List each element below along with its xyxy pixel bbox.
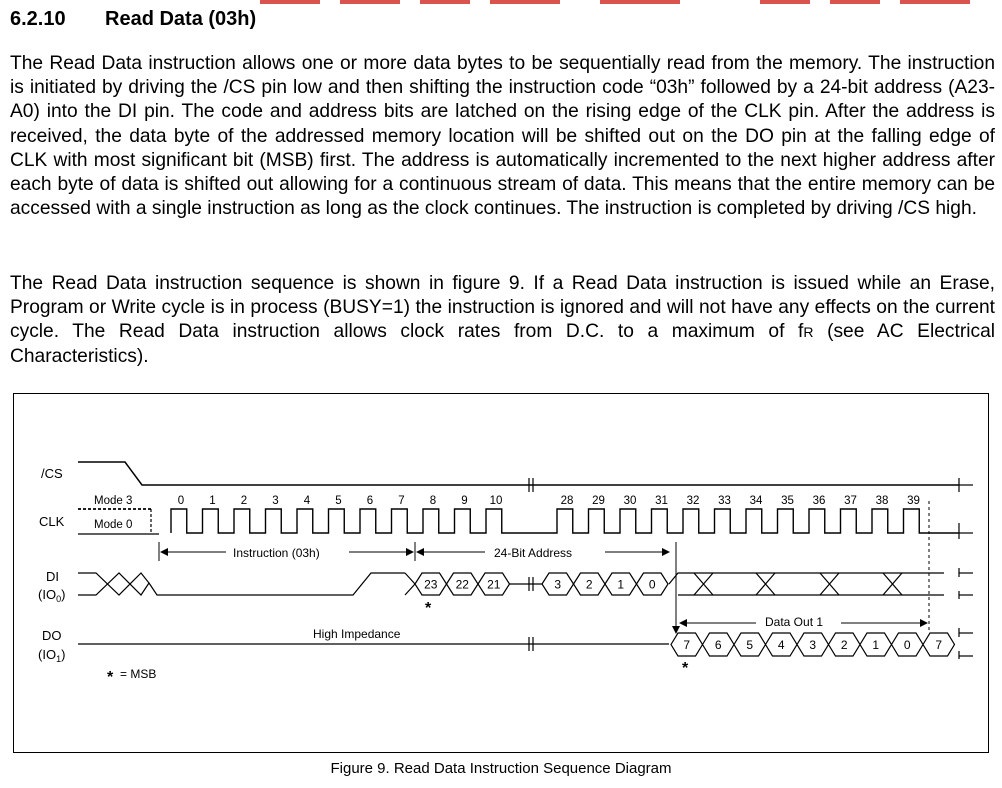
- msb-mark-di: *: [425, 600, 432, 617]
- address-bit-label: 23: [424, 577, 438, 592]
- paragraph-description: The Read Data instruction allows one or more data bytes to be sequentially read from the memory. The instruction is initiated by driving the /CS pin low and then shifting the instruction code “03h” followed by a 24-bit address (A23-A0) into the DI pin. The code and address bits are latched on the rising edge of the CLK pin. After the address is received, the data byte of the addressed memory location will be shifted out on the DO pin at the falling edge of CLK with most significant bit (MSB) first. The address is automatically incremented to the next higher address after each byte of data is shifted out allowing for a continuous stream of data. This means that the entire memory can be accessed with a single instruction as long as the clock continues. The instruction is completed by driving /CS high.: [10, 53, 995, 220]
- data-bit-label: 7: [683, 638, 691, 652]
- clock-tick-label: 34: [749, 495, 763, 507]
- clock-tick-label: 10: [489, 495, 503, 507]
- clock-tick-labels: [178, 495, 920, 507]
- section-title: Read Data (03h): [105, 8, 257, 30]
- clk-waveform: [171, 509, 959, 533]
- di-address-bits: [415, 573, 668, 595]
- address-bit-label: 22: [455, 577, 469, 592]
- paragraph-sequence-tail: (see AC Electrical Characteristics).: [10, 321, 995, 367]
- address-bit-label: 1: [617, 577, 625, 592]
- clock-tick-label: 30: [623, 495, 637, 507]
- timing-diagram: [14, 394, 987, 751]
- clk-pulses-a: [171, 509, 531, 533]
- data-bit-label: 4: [777, 638, 785, 652]
- clock-tick-label: 7: [398, 495, 405, 507]
- di-label: DI: [46, 569, 59, 584]
- clock-tick-label: 6: [366, 495, 374, 507]
- clock-tick-label: 37: [844, 495, 857, 507]
- data-bit-label: 1: [872, 638, 880, 652]
- do-label: DO: [42, 628, 62, 643]
- data-bit-label: 7: [935, 638, 943, 652]
- address-bit-label: 2: [585, 577, 593, 592]
- clock-tick-label: 38: [875, 495, 889, 507]
- paragraph-sequence: [10, 272, 995, 369]
- clock-tick-label: 4: [303, 495, 311, 507]
- timing-diagram-frame: [13, 393, 989, 753]
- address-bit-label: 0: [648, 577, 656, 592]
- clock-tick-label: 1: [209, 495, 216, 507]
- data-out-label: Data Out 1: [765, 615, 824, 629]
- clock-tick-label: 8: [429, 495, 437, 507]
- clock-tick-label: 5: [335, 495, 342, 507]
- clock-tick-label: 28: [560, 495, 574, 507]
- clock-tick-label: 35: [781, 495, 794, 507]
- figure-caption: Figure 9. Read Data Instruction Sequence Diagram: [330, 760, 672, 777]
- clock-tick-label: 0: [177, 495, 185, 507]
- mode0-label: Mode 0: [94, 519, 133, 531]
- cs-waveform: [78, 462, 959, 485]
- di-dont-care: [669, 573, 944, 595]
- clock-tick-label: 32: [686, 495, 700, 507]
- header-decoration: [0, 0, 1002, 4]
- data-bit-label: 3: [809, 638, 817, 652]
- mode3-label: Mode 3: [94, 495, 133, 507]
- section-number: 6.2.10: [10, 8, 66, 30]
- instruction-label: Instruction (03h): [233, 546, 320, 560]
- msb-legend-star: *: [107, 669, 114, 686]
- clock-tick-label: 9: [461, 495, 468, 507]
- msb-mark-do: *: [682, 660, 689, 677]
- address-label: 24-Bit Address: [494, 546, 573, 560]
- clk-label: CLK: [39, 514, 65, 529]
- clock-tick-label: 2: [240, 495, 248, 507]
- section-heading: [10, 8, 256, 31]
- di-waveform: [78, 573, 415, 595]
- paragraph-sequence-text: The Read Data instruction sequence is shown in figure 9. If a Read Data instruction is issued while an Erase, Program or Write cycle is in process (BUSY=1) the instruction is ignored and will not have any effects on the current cycle. The Read Data instruction allows clock rates from D.C. to a maximum of f: [10, 273, 995, 343]
- data-bit-label: 6: [714, 638, 722, 652]
- data-bit-label: 0: [903, 638, 911, 652]
- clock-tick-label: 36: [812, 495, 826, 507]
- frequency-subscript: R: [803, 324, 814, 341]
- cs-label: /CS: [41, 466, 63, 481]
- do-data-bits: [671, 633, 955, 656]
- di-io-label: $(IO_0)$: [38, 587, 66, 604]
- clock-tick-label: 31: [655, 495, 668, 507]
- clock-tick-label: 3: [272, 495, 279, 507]
- do-io-label: $(IO_1)$: [38, 647, 66, 664]
- data-bit-label: 5: [746, 638, 754, 652]
- data-bit-label: 2: [840, 638, 848, 652]
- address-bit-label: 21: [487, 577, 501, 592]
- address-bit-label: 3: [554, 577, 562, 592]
- clock-tick-label: 33: [718, 495, 731, 507]
- msb-legend-text: = MSB: [120, 667, 157, 681]
- clock-tick-label: 39: [907, 495, 920, 507]
- high-impedance-label: High Impedance: [313, 627, 401, 641]
- clock-tick-label: 29: [592, 495, 605, 507]
- clk-pulses-b: [531, 509, 959, 533]
